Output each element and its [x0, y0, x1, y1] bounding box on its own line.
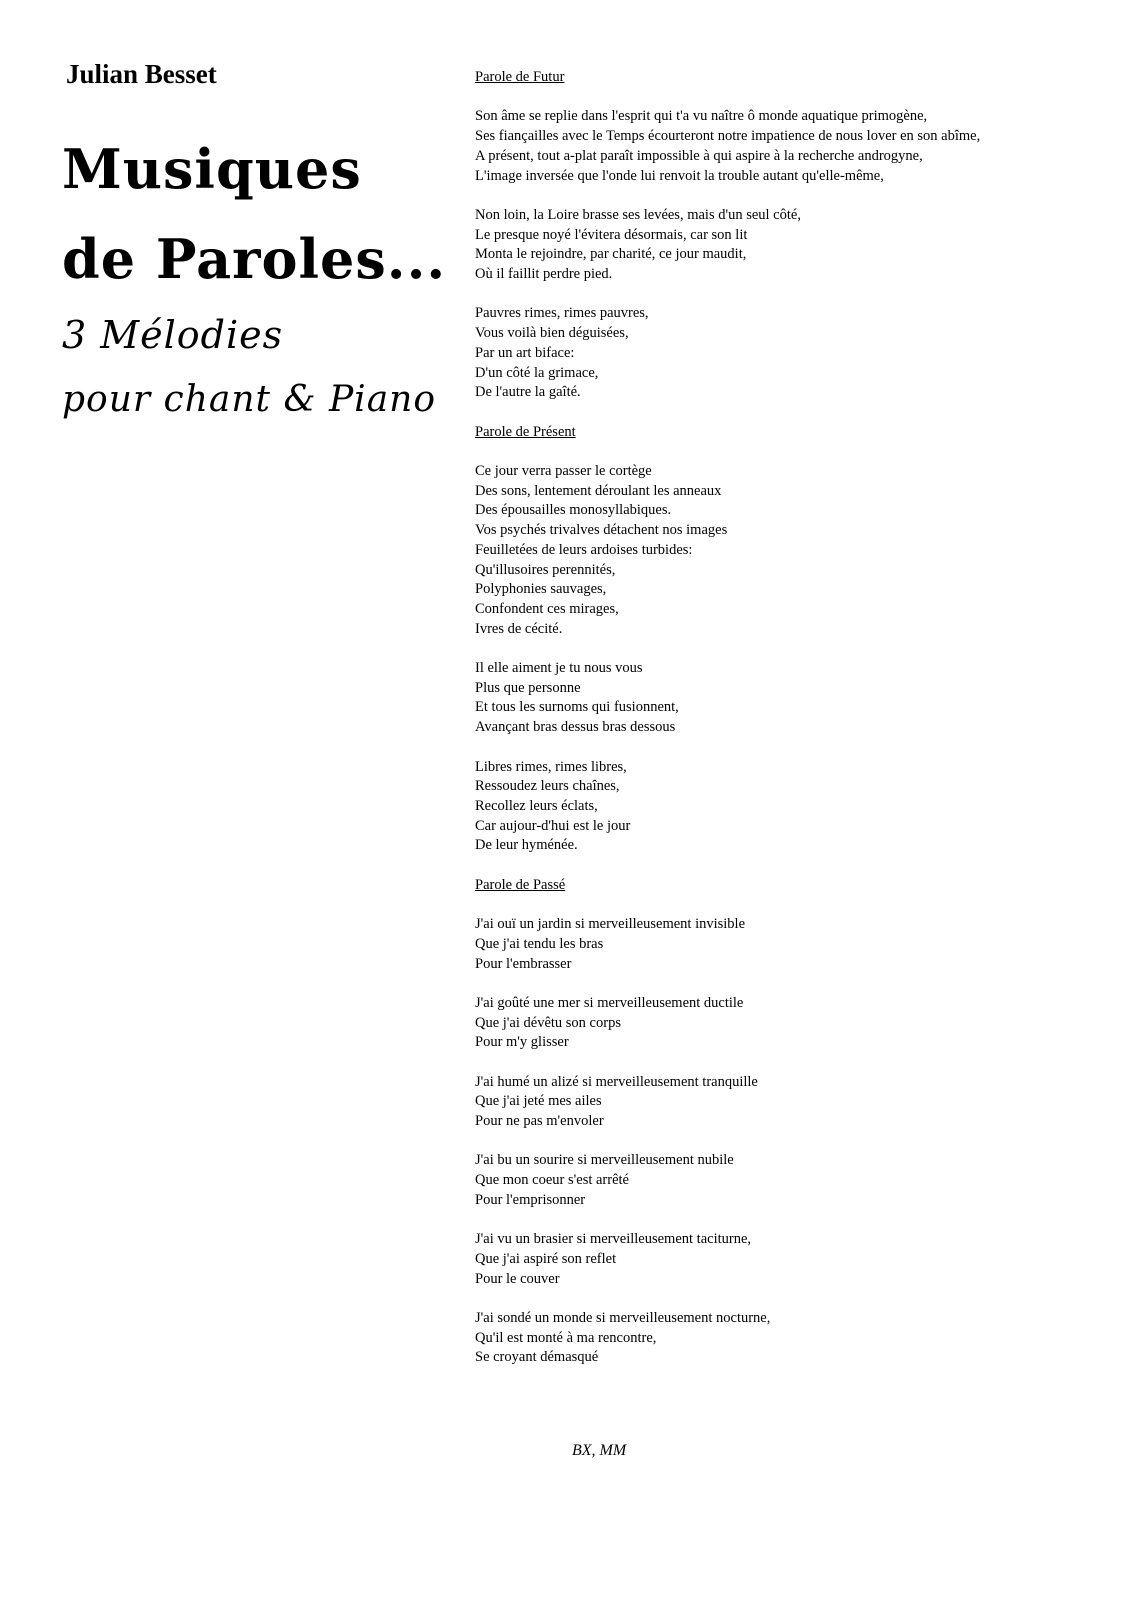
- poem: [475, 876, 1115, 1368]
- verse-line: Se croyant démasqué: [475, 1349, 599, 1366]
- verse-line: Des épousailles monosyllabiques.: [475, 502, 672, 519]
- stanza: [475, 758, 1115, 857]
- verse-line: Et tous les surnoms qui fusionnent,: [475, 699, 679, 716]
- verse-line: Que j'ai dévêtu son corps: [475, 1014, 621, 1031]
- stanza: [475, 915, 1115, 974]
- verse-line: Pour m'y glisser: [475, 1034, 569, 1051]
- signature: BX, MM: [572, 1442, 627, 1459]
- verse-line: Ivres de cécité.: [475, 620, 563, 637]
- verse-line: A présent, tout a-plat paraît impossible à qui aspire à la recherche androgyne,: [475, 147, 923, 164]
- verse-line: Des sons, lentement déroulant les anneaux: [475, 482, 722, 499]
- verse-line: Par un art biface:: [475, 344, 575, 361]
- verse-line: Où il faillit perdre pied.: [475, 266, 613, 282]
- verse-line: Recollez leurs éclats,: [475, 797, 598, 814]
- stanza: [475, 304, 1115, 403]
- poem: [475, 68, 1115, 403]
- title-line-1: Musiques: [62, 137, 362, 201]
- stanza: [475, 1309, 1115, 1368]
- verse-line: Feuilletées de leurs ardoises turbides:: [475, 541, 693, 558]
- verse-line: Plus que personne: [475, 679, 581, 696]
- poem-heading: Parole de Futur: [475, 69, 565, 85]
- poems-column: [475, 68, 1115, 1388]
- verse-line: D'un côté la grimace,: [475, 364, 599, 381]
- stanza: [475, 1073, 1115, 1132]
- verse-line: Polyphonies sauvages,: [475, 581, 607, 598]
- stanza: [475, 1230, 1115, 1289]
- poem-heading: Parole de Présent: [475, 423, 576, 440]
- stanza: [475, 107, 1115, 186]
- verse-line: Pour le couver: [475, 1270, 560, 1287]
- stanza: [475, 994, 1115, 1053]
- verse-line: Pour l'embrasser: [475, 955, 572, 972]
- poem-heading: Parole de Passé: [475, 876, 566, 893]
- verse-line: J'ai bu un sourire si merveilleusement nubile: [475, 1152, 734, 1169]
- verse-line: Ses fiançailles avec le Temps écourteront notre impatience de nous lover en son abîme,: [475, 128, 981, 145]
- verse-line: L'image inversée que l'onde lui renvoit la trouble autant qu'elle-même,: [475, 167, 884, 184]
- verse-line: J'ai ouï un jardin si merveilleusement invisible: [475, 916, 746, 933]
- verse-line: Ressoudez leurs chaînes,: [475, 778, 620, 795]
- title-line-2: de Paroles...: [62, 227, 447, 291]
- verse-line: De l'autre la gaîté.: [475, 384, 581, 401]
- verse-line: Car aujour-d'hui est le jour: [475, 817, 631, 834]
- verse-line: Pauvres rimes, rimes pauvres,: [475, 305, 649, 322]
- verse-line: Ce jour verra passer le cortège: [475, 462, 652, 479]
- verse-line: Confondent ces mirages,: [475, 600, 619, 617]
- subtitle-line-2: pour chant & Piano: [62, 379, 437, 420]
- verse-line: Pour ne pas m'envoler: [475, 1113, 604, 1130]
- verse-line: J'ai vu un brasier si merveilleusement taciturne,: [475, 1231, 752, 1248]
- verse-line: Vous voilà bien déguisées,: [475, 325, 629, 342]
- stanza: [475, 206, 1115, 285]
- verse-line: Que j'ai aspiré son reflet: [475, 1250, 617, 1267]
- author-name: Julian Besset: [66, 59, 217, 89]
- verse-line: Monta le rejoindre, par charité, ce jour maudit,: [475, 246, 747, 263]
- verse-line: Qu'il est monté à ma rencontre,: [475, 1329, 657, 1346]
- stanza: [475, 659, 1115, 738]
- subtitle-line-1: 3 Mélodies: [62, 313, 284, 357]
- verse-line: Vos psychés trivalves détachent nos images: [475, 522, 728, 539]
- stanza: [475, 462, 1115, 639]
- title-block: [62, 137, 447, 420]
- verse-line: Son âme se replie dans l'esprit qui t'a vu naître ô monde aquatique primogène,: [475, 108, 928, 125]
- verse-line: Avançant bras dessus bras dessous: [475, 719, 676, 736]
- verse-line: Libres rimes, rimes libres,: [475, 758, 627, 775]
- stanza: [475, 1151, 1115, 1210]
- verse-line: Il elle aiment je tu nous vous: [475, 660, 643, 676]
- verse-line: Le presque noyé l'évitera désormais, car son lit: [475, 226, 748, 243]
- verse-line: J'ai humé un alizé si merveilleusement tranquille: [475, 1073, 758, 1090]
- verse-line: Que j'ai tendu les bras: [475, 935, 604, 952]
- poem: [475, 423, 1115, 856]
- verse-line: Que j'ai jeté mes ailes: [475, 1093, 602, 1110]
- verse-line: Que mon coeur s'est arrêté: [475, 1172, 629, 1189]
- verse-line: De leur hyménée.: [475, 837, 578, 854]
- verse-line: J'ai sondé un monde si merveilleusement nocturne,: [475, 1310, 771, 1327]
- verse-line: Qu'illusoires perennités,: [475, 561, 616, 578]
- verse-line: Pour l'emprisonner: [475, 1191, 586, 1208]
- verse-line: J'ai goûté une mer si merveilleusement ductile: [475, 994, 744, 1011]
- verse-line: Non loin, la Loire brasse ses levées, mais d'un seul côté,: [475, 206, 801, 223]
